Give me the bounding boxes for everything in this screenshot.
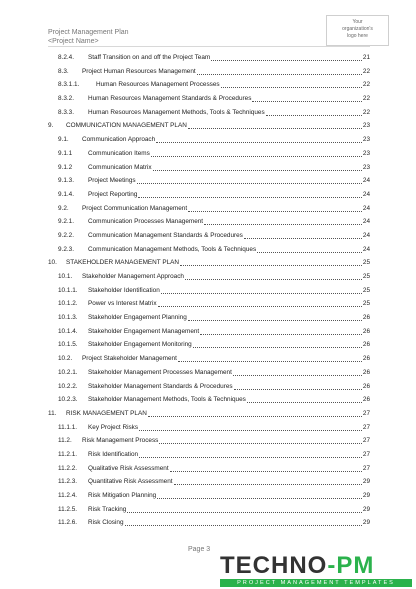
toc-entry[interactable] [48,78,370,92]
toc-dot-leader [178,352,362,362]
toc-entry-page: 29 [362,505,370,513]
toc-dot-leader [244,229,362,239]
toc-entry-title: Stakeholder Engagement Planning [88,311,188,325]
toc-dot-leader [257,243,362,253]
toc-entry-title: Risk Tracking [88,503,127,517]
toc-entry-page: 27 [362,423,370,431]
toc-dot-leader [161,284,362,294]
toc-entry-title: Project Stakeholder Management [82,352,178,366]
toc-entry[interactable] [48,366,370,380]
toc-entry-number: 11.2.4. [58,492,78,499]
toc-entry-number: 10.1.1. [58,286,78,294]
toc-entry-page: 27 [362,409,370,417]
toc-dot-leader [188,119,362,129]
toc-entry-page: 29 [362,492,370,499]
toc-entry-page: 24 [362,231,370,239]
toc-entry-number: 11.2.6. [58,519,78,527]
toc-dot-leader [234,380,362,390]
toc-entry[interactable] [48,65,370,79]
toc-entry-title: Stakeholder Management Methods, Tools & Techniques [88,393,247,407]
toc-entry[interactable] [48,106,370,120]
toc-entry-page: 26 [362,382,370,390]
toc-entry-title: Project Meetings [88,174,137,188]
brand-name-part1: TECHNO [220,552,328,579]
toc-dot-leader [185,270,362,280]
toc-entry-title: Stakeholder Management Standards & Procedures [88,380,234,394]
toc-entry[interactable] [48,51,370,65]
toc-entry-number: 9.1.4. [58,190,74,198]
toc-dot-leader [139,448,362,458]
toc-entry-title: Project Communication Management [82,202,188,216]
toc-entry-page: 23 [362,149,370,157]
toc-entry[interactable] [48,338,370,352]
toc-entry-number: 10.2.2. [58,382,78,390]
toc-entry-number: 9.2. [58,204,69,212]
toc-entry-page: 23 [362,163,370,171]
logo-text-line: logo here [347,33,368,39]
toc-dot-leader [188,202,362,212]
toc-entry-number: 9.1.2 [58,163,73,171]
toc-dot-leader [266,106,362,116]
toc-entry-title: Risk Mitigation Planning [88,489,157,503]
page-number: Page 3 [188,546,211,553]
toc-dot-leader [211,51,362,61]
logo-text-line: Your [352,19,363,25]
toc-entry[interactable] [48,202,370,216]
toc-entry[interactable] [48,516,370,530]
toc-entry-title: Risk Management Process [82,434,159,448]
toc-dot-leader [159,434,362,444]
toc-entry-title: Communication Processes Management [88,215,204,229]
toc-entry-title: Stakeholder Management Approach [82,270,185,284]
toc-entry[interactable] [48,284,370,298]
toc-entry-page: 26 [362,368,370,376]
toc-entry-title: Qualitative Risk Assessment [88,462,170,476]
toc-dot-leader [157,489,362,499]
toc-dot-leader [233,366,362,376]
header-project-name: <Project Name> [48,38,99,45]
toc-entry-page: 26 [362,327,370,335]
toc-entry[interactable] [48,92,370,106]
toc-entry-title: Stakeholder Identification [88,284,161,298]
toc-entry-page: 24 [362,177,370,185]
toc-entry-title: Key Project Risks [88,421,139,435]
toc-entry[interactable] [48,161,370,175]
toc-dot-leader [252,92,362,102]
toc-entry-number: 10.2. [58,355,73,363]
toc-entry-page: 25 [362,259,370,267]
toc-dot-leader [247,393,362,403]
toc-entry[interactable] [48,421,370,435]
toc-entry-number: 10.1.2. [58,300,78,308]
toc-entry[interactable] [48,489,370,503]
toc-entry-page: 24 [362,190,370,198]
toc-entry-number: 9. [48,122,54,130]
toc-entry-page: 26 [362,341,370,349]
toc-entry-title: Risk Identification [88,448,139,462]
toc-entry-number: 9.1.1 [58,149,73,157]
logo-text-line: organization's [342,26,373,32]
toc-entry-number: 8.2.4. [58,54,74,61]
toc-entry-page: 25 [362,300,370,308]
toc-entry-number: 8.3. [58,67,69,75]
toc-entry-number: 11.2.5. [58,505,78,513]
toc-entry[interactable] [48,475,370,489]
toc-entry[interactable] [48,229,370,243]
toc-entry-page: 27 [362,450,370,458]
toc-entry[interactable] [48,243,370,257]
toc-entry-title: Risk Closing [88,516,125,530]
toc-dot-leader [158,297,362,307]
toc-entry-number: 11.2.1. [58,450,78,458]
table-of-contents [48,51,370,530]
header-title: Project Management Plan [48,29,129,36]
toc-entry[interactable] [48,325,370,339]
toc-entry[interactable] [48,434,370,448]
toc-entry[interactable] [48,407,370,421]
toc-entry-title: COMMUNICATION MANAGEMENT PLAN [66,119,188,133]
toc-entry-number: 10.1.5. [58,341,78,349]
toc-entry[interactable] [48,174,370,188]
toc-entry-page: 25 [362,273,370,280]
toc-entry-page: 27 [362,437,370,445]
toc-entry-title: Communication Approach [82,133,156,147]
toc-dot-leader [137,174,362,184]
toc-entry[interactable] [48,133,370,147]
toc-entry[interactable] [48,311,370,325]
toc-entry[interactable] [48,393,370,407]
toc-entry[interactable] [48,188,370,202]
toc-entry[interactable] [48,256,370,270]
toc-dot-leader [138,188,362,198]
toc-entry-title: RISK MANAGEMENT PLAN [66,407,148,421]
toc-entry-number: 10.2.1. [58,368,78,376]
toc-entry-title: Stakeholder Engagement Management [88,325,200,339]
toc-entry[interactable] [48,462,370,476]
toc-entry-title: Quantitative Risk Assessment [88,475,174,489]
toc-entry-title: Communication Matrix [88,161,153,175]
toc-entry-title: Power vs Interest Matrix [88,297,158,311]
toc-entry-number: 9.2.3. [58,245,74,253]
toc-entry-number: 9.2.2. [58,231,74,239]
toc-dot-leader [125,516,362,526]
toc-entry-title: STAKEHOLDER MANAGEMENT PLAN [66,256,180,270]
toc-entry-number: 9.1. [58,136,69,144]
toc-dot-leader [188,311,362,321]
toc-entry-page: 24 [362,204,370,212]
toc-dot-leader [204,215,362,225]
toc-entry-title: Human Resources Management Methods, Tools & Techniques [88,106,266,120]
toc-entry-number: 11.2.2. [58,464,78,472]
toc-entry-page: 24 [362,245,370,253]
toc-entry-page: 22 [362,108,370,116]
toc-dot-leader [153,161,362,171]
toc-entry[interactable] [48,119,370,133]
toc-entry-title: Stakeholder Management Processes Management [88,366,233,380]
toc-entry-page: 23 [362,122,370,130]
toc-entry-title: Human Resources Management Standards & Procedures [88,92,252,106]
toc-entry-page: 26 [362,314,370,322]
toc-dot-leader [127,503,362,513]
toc-entry[interactable] [48,448,370,462]
toc-dot-leader [200,325,362,335]
toc-dot-leader [170,462,362,472]
toc-entry[interactable] [48,147,370,161]
toc-entry-page: 29 [362,478,370,486]
toc-entry-page: 22 [362,95,370,103]
toc-entry-page: 26 [362,355,370,363]
toc-dot-leader [221,78,362,88]
toc-entry-number: 10.2.3. [58,396,78,404]
toc-entry-number: 11.2.3. [58,478,78,486]
toc-entry-page: 25 [362,286,370,294]
toc-entry[interactable] [48,380,370,394]
toc-entry-page: 24 [362,218,370,226]
toc-entry-page: 27 [362,464,370,472]
toc-dot-leader [151,147,362,157]
toc-entry-page: 23 [362,136,370,144]
toc-dot-leader [174,475,362,485]
document-header [48,28,129,46]
toc-entry-number: 9.2.1. [58,218,74,226]
toc-entry[interactable] [48,352,370,366]
brand-logo [220,553,412,589]
toc-entry-page: 22 [362,67,370,75]
toc-entry[interactable] [48,503,370,517]
toc-entry-title: Communication Management Methods, Tools & Techniques [88,243,257,257]
toc-entry[interactable] [48,297,370,311]
toc-dot-leader [197,65,362,75]
toc-entry-page: 22 [362,81,370,89]
toc-entry-number: 8.3.3. [58,108,74,116]
toc-dot-leader [193,338,362,348]
toc-entry-title: Project Reporting [88,188,138,202]
toc-entry-number: 10. [48,259,57,267]
toc-entry-number: 10.1.3. [58,314,78,322]
toc-entry-number: 11.1.1. [58,423,78,431]
toc-entry-title: Communication Items [88,147,151,161]
toc-dot-leader [148,407,362,417]
logo-placeholder [326,15,389,46]
toc-entry-number: 8.3.1.1. [58,81,80,89]
toc-entry[interactable] [48,215,370,229]
toc-entry-number: 11. [48,409,57,417]
header-divider [48,46,370,47]
toc-entry-title: Stakeholder Engagement Monitoring [88,338,193,352]
toc-entry-number: 8.3.2. [58,95,74,103]
toc-dot-leader [139,421,362,431]
toc-entry-number: 9.1.3. [58,177,74,185]
toc-entry-title: Communication Management Standards & Procedures [88,229,244,243]
toc-dot-leader [156,133,362,143]
toc-dot-leader [180,256,362,266]
toc-entry-page: 21 [362,54,370,61]
toc-entry-title: Staff Transition on and off the Project Team [88,51,211,65]
toc-entry-page: 26 [362,396,370,404]
toc-entry-title: Human Resources Management Processes [96,78,221,92]
brand-tagline: PROJECT MANAGEMENT TEMPLATES [220,579,412,587]
toc-entry-title: Project Human Resources Management [82,65,197,79]
toc-entry[interactable] [48,270,370,284]
toc-entry-number: 10.1. [58,273,73,280]
toc-entry-page: 29 [362,519,370,527]
toc-entry-number: 10.1.4. [58,327,78,335]
toc-entry-number: 11.2. [58,437,72,445]
brand-name-part2: -PM [327,552,375,579]
